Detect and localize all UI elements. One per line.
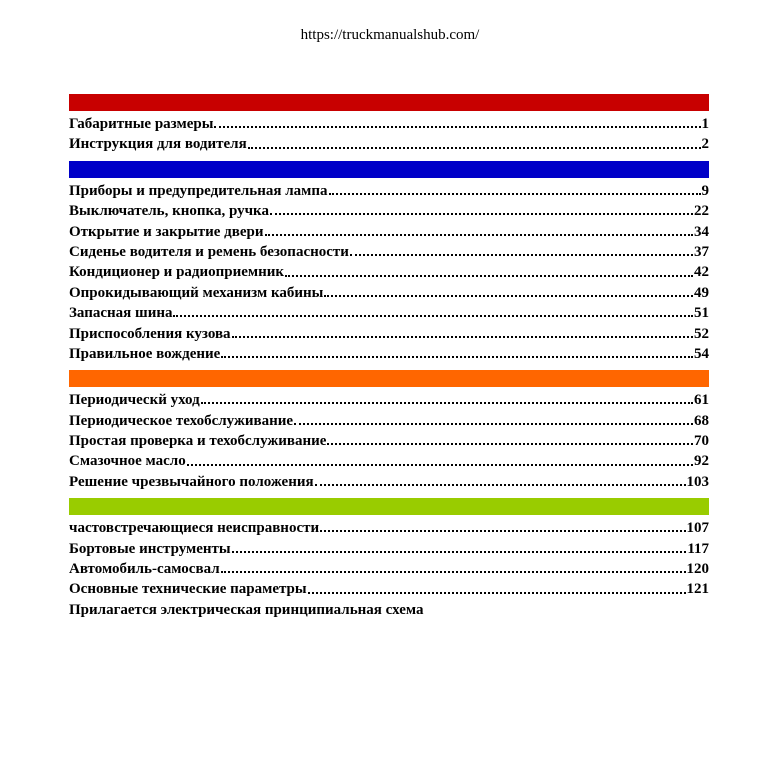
toc-entry-label: Приспособления кузова xyxy=(69,325,231,342)
toc-entry-page: 121 xyxy=(686,581,709,598)
table-of-contents xyxy=(69,94,709,620)
dot-leader xyxy=(173,315,693,317)
toc-entry-label: Выключатель, кнопка, ручка xyxy=(69,203,269,220)
toc-entry[interactable] xyxy=(69,262,709,282)
toc-entry-page: 103 xyxy=(686,473,709,490)
toc-entry[interactable] xyxy=(69,390,709,410)
toc-entry[interactable] xyxy=(69,181,709,201)
dot-leader xyxy=(294,423,693,425)
section-group xyxy=(69,387,709,492)
toc-entry-page: 120 xyxy=(686,561,709,578)
toc-entry-label: частовстречающиеся неисправности xyxy=(69,520,320,537)
toc-entry[interactable] xyxy=(69,324,709,344)
dot-leader xyxy=(201,402,693,404)
toc-entry[interactable] xyxy=(69,451,709,471)
dot-leader xyxy=(329,193,701,195)
toc-entry-page: 54 xyxy=(694,345,709,362)
section-group xyxy=(69,178,709,365)
toc-entry[interactable] xyxy=(69,472,709,492)
toc-entry[interactable] xyxy=(69,600,709,620)
toc-entry[interactable] xyxy=(69,431,709,451)
toc-entry-label: Бортовые инструменты xyxy=(69,540,231,557)
toc-entry-page: 68 xyxy=(694,412,709,429)
toc-entry-page: 92 xyxy=(694,453,709,470)
toc-entry[interactable] xyxy=(69,201,709,221)
section-bar-blue xyxy=(69,161,709,178)
toc-entry-page: 2 xyxy=(701,136,709,153)
toc-entry-label: Смазочное масло xyxy=(69,453,186,470)
dot-leader xyxy=(232,336,693,338)
toc-entry[interactable] xyxy=(69,222,709,242)
dot-leader xyxy=(315,484,686,486)
toc-entry-label: Сиденье водителя и ремень безопасности xyxy=(69,243,349,260)
toc-entry[interactable] xyxy=(69,579,709,599)
dot-leader xyxy=(221,571,686,573)
dot-leader xyxy=(270,213,693,215)
toc-entry-label: Основные технические параметры xyxy=(69,581,307,598)
toc-entry-label: Простая проверка и техобслуживание xyxy=(69,433,327,450)
toc-entry-page: 22 xyxy=(694,203,709,220)
toc-entry-page: 61 xyxy=(694,392,709,409)
toc-entry-page: 9 xyxy=(701,182,709,199)
toc-entry-label: Решение чрезвычайного положения xyxy=(69,473,314,490)
toc-entry[interactable] xyxy=(69,283,709,303)
section-bar-red xyxy=(69,94,709,111)
dot-leader xyxy=(350,254,693,256)
toc-entry-label: Габаритные размеры xyxy=(69,116,214,132)
dot-leader xyxy=(320,530,685,532)
section-group xyxy=(69,515,709,620)
dot-leader xyxy=(221,356,693,358)
toc-entry[interactable] xyxy=(69,114,709,134)
toc-entry[interactable] xyxy=(69,518,709,538)
toc-entry-page: 70 xyxy=(694,433,709,450)
toc-entry[interactable] xyxy=(69,242,709,262)
dot-leader xyxy=(327,443,693,445)
toc-entry-label: Прилагается электрическая принципиальная схема xyxy=(69,601,424,618)
dot-leader xyxy=(214,126,700,128)
dot-leader xyxy=(187,464,693,466)
toc-entry-page: 52 xyxy=(694,325,709,342)
toc-entry-label: Правильное вождение xyxy=(69,345,221,362)
toc-entry[interactable] xyxy=(69,303,709,323)
toc-entry-label: Периодическй уход xyxy=(69,392,200,409)
toc-entry-page: 107 xyxy=(686,520,709,537)
toc-entry-page: 37 xyxy=(694,243,709,260)
toc-entry-label: Приборы и предупредительная лампа xyxy=(69,182,328,199)
toc-entry-label: Периодическое техобслуживание xyxy=(69,412,294,429)
dot-leader xyxy=(232,551,687,553)
toc-entry-label: Запасная шина xyxy=(69,305,173,322)
dot-leader xyxy=(248,147,701,149)
section-bar-orange xyxy=(69,370,709,387)
header-url: https://truckmanualshub.com/ xyxy=(300,27,480,43)
toc-entry[interactable] xyxy=(69,559,709,579)
toc-entry-label: Открытие и закрытие двери xyxy=(69,223,264,240)
dot-leader xyxy=(285,275,693,277)
section-bar-green xyxy=(69,498,709,515)
toc-entry-label: Инструкция для водителя xyxy=(69,136,247,153)
toc-entry-page: 49 xyxy=(694,284,709,301)
dot-leader xyxy=(308,592,686,594)
toc-entry-page: 34 xyxy=(694,223,709,240)
toc-entry-page: 42 xyxy=(694,264,709,281)
toc-entry[interactable] xyxy=(69,411,709,431)
section-group xyxy=(69,111,709,155)
toc-entry-label: Опрокидывающий механизм кабины xyxy=(69,284,324,301)
toc-entry[interactable] xyxy=(69,539,709,559)
toc-entry-label: Кондиционер и радиоприемник xyxy=(69,264,285,281)
dot-leader xyxy=(324,295,693,297)
toc-entry-page: 51 xyxy=(694,305,709,322)
toc-entry-label: Автомобиль-самосвал xyxy=(69,561,220,578)
toc-entry[interactable] xyxy=(69,134,709,154)
toc-entry-page: 1 xyxy=(701,116,709,132)
dot-leader xyxy=(265,234,693,236)
toc-entry[interactable] xyxy=(69,344,709,364)
toc-entry-page: 117 xyxy=(687,540,709,557)
